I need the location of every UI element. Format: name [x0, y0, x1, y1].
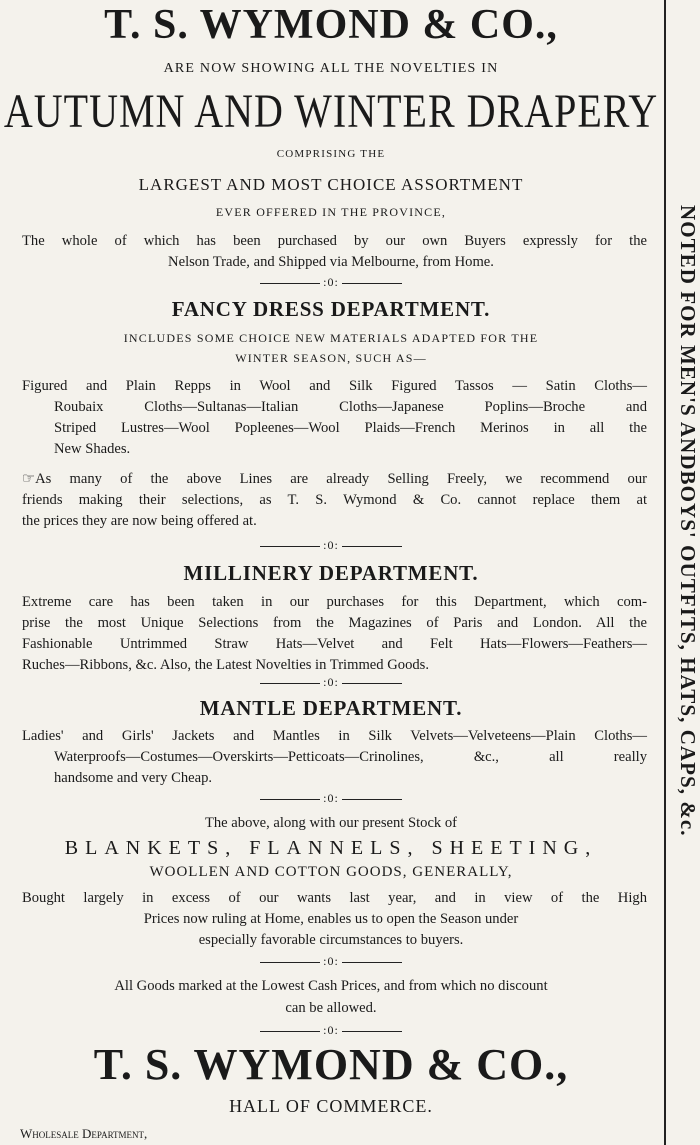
column-divider [664, 0, 666, 1145]
millinery-line-2: prise the most Unique Selections from the Magazines of Paris and London. All the [22, 615, 647, 631]
fancy-note-3: the prices they are now being offered at. [22, 513, 257, 529]
millinery-line-3: Fashionable Untrimmed Straw Hats—Velvet and Felt Hats—Flowers—Feathers— [22, 636, 647, 652]
fancy-sub-1: INCLUDES SOME CHOICE NEW MATERIALS ADAPTED FOR THE [123, 331, 539, 345]
whole-line-2: Nelson Trade, and Shipped via Melbourne, from Home. [168, 254, 494, 270]
woollen-line: WOOLLEN AND COTTON GOODS, GENERALLY, [149, 864, 513, 880]
comprising-line: COMPRISING THE [276, 148, 386, 160]
fancy-line-4: New Shades. [54, 441, 131, 457]
side-banner-text: NOTED FOR MEN'S ANDBOYS' OUTFITS, HATS, CAPS, &c. [676, 205, 700, 837]
millinery-dept-title: MILLINERY DEPARTMENT. [183, 561, 479, 585]
goods-line-2: can be allowed. [285, 1000, 377, 1016]
headline: AUTUMN AND WINTER DRAPERY [3, 84, 659, 138]
ever-line: EVER OFFERED IN THE PROVINCE, [215, 205, 447, 219]
fancy-line-1: Figured and Plain Repps in Wool and Silk Figured Tassos — Satin Cloths— [22, 378, 647, 394]
mantle-line-2: Waterproofs—Costumes—Overskirts—Petticoats—Crinolines, &c., all really [54, 749, 647, 765]
stock-line-1: Bought largely in excess of our wants last year, and in view of the High [22, 890, 647, 906]
firm-name-footer: T. S. WYMOND & CO., [93, 1040, 569, 1089]
wholesale-department: Wholesale Department, [20, 1126, 148, 1141]
whole-line-1: The whole of which has been purchased by our own Buyers expressly for the [22, 233, 647, 249]
goods-line-1: All Goods marked at the Lowest Cash Prices, and from which no discount [114, 978, 548, 994]
fancy-dept-title: FANCY DRESS DEPARTMENT. [171, 297, 491, 321]
side-banner [667, 0, 700, 1145]
fancy-sub-2: WINTER SEASON, SUCH AS— [235, 351, 427, 365]
showing-line: ARE NOW SHOWING ALL THE NOVELTIES IN [163, 61, 499, 76]
separator: :0: [0, 538, 662, 553]
blankets-line: BLANKETS, FLANNELS, SHEETING, [64, 837, 598, 859]
hall-of-commerce: HALL OF COMMERCE. [229, 1096, 433, 1116]
separator: :0: [0, 1023, 662, 1038]
firm-name-header: T. S. WYMOND & CO., [104, 2, 558, 48]
separator: :0: [0, 675, 662, 690]
stock-line-2: Prices now ruling at Home, enables us to open the Season under [143, 911, 519, 927]
millinery-line-1: Extreme care has been taken in our purchases for this Department, which com- [22, 594, 647, 610]
fancy-note-1: ☞As many of the above Lines are already Selling Freely, we recommend our [22, 471, 647, 487]
fancy-note-2: friends making their selections, as T. S. Wymond & Co. cannot replace them at [22, 492, 647, 508]
millinery-line-4: Ruches—Ribbons, &c. Also, the Latest Novelties in Trimmed Goods. [22, 657, 429, 673]
largest-line: LARGEST AND MOST CHOICE ASSORTMENT [138, 175, 524, 194]
fancy-line-2: Roubaix Cloths—Sultanas—Italian Cloths—Japanese Poplins—Broche and [54, 399, 647, 415]
separator: :0: [0, 275, 662, 290]
mantle-line-1: Ladies' and Girls' Jackets and Mantles in Silk Velvets—Velveteens—Plain Cloths— [22, 728, 647, 744]
separator: :0: [0, 954, 662, 969]
stock-line-3: especially favorable circumstances to buyers. [198, 932, 464, 948]
stock-intro: The above, along with our present Stock of [204, 815, 458, 831]
mantle-dept-title: MANTLE DEPARTMENT. [199, 696, 463, 720]
fancy-line-3: Striped Lustres—Wool Popleenes—Wool Plaids—French Merinos in all the [54, 420, 647, 436]
separator: :0: [0, 791, 662, 806]
mantle-line-3: handsome and very Cheap. [54, 770, 213, 786]
